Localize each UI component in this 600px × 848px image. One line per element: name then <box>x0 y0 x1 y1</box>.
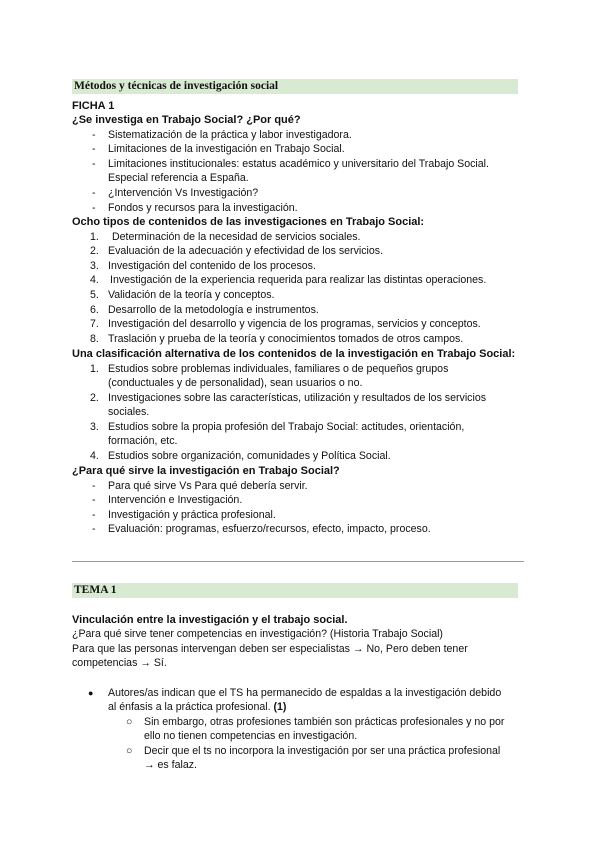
horizontal-divider <box>72 561 524 562</box>
answer-text-continuation: competencias → Sí. <box>72 657 167 669</box>
list-item: Para qué sirve Vs Para qué debería servir. <box>108 480 308 492</box>
sub-bullet-item: Sin embargo, otras profesiones también son prácticas profesionales y no por <box>144 716 505 728</box>
bullet-item-text: al énfasis a la práctica profesional. <box>108 701 271 713</box>
list-marker: 5. <box>90 289 99 301</box>
list-item-continuation: formación, etc. <box>108 435 178 447</box>
sub-bullet-item: Decir que el ts no incorpora la investigación por ser una práctica profesional <box>144 745 501 757</box>
section-heading: Vinculación entre la investigación y el trabajo social. <box>72 614 348 626</box>
list-marker: 1. <box>90 363 99 375</box>
ficha-label: FICHA 1 <box>72 100 115 112</box>
list-marker: - <box>92 143 96 155</box>
bullet-item-continuation <box>108 701 286 714</box>
list-marker: 2. <box>90 392 99 404</box>
list-item: Estudios sobre la propia profesión del Trabajo Social: actitudes, orientación, <box>108 421 465 433</box>
list-item: Evaluación de la adecuación y efectividad de los servicios. <box>108 245 384 257</box>
list-marker: - <box>92 480 96 492</box>
list-item: Evaluación: programas, esfuerzo/recursos, efecto, impacto, proceso. <box>108 523 431 535</box>
list-item: Intervención e Investigación. <box>108 494 243 506</box>
list-marker: - <box>92 202 96 214</box>
list-item: Investigación y práctica profesional. <box>108 509 276 521</box>
list-item: Investigación de la experiencia requerida para realizar las distintas operaciones. <box>110 274 487 286</box>
list-marker: - <box>92 158 96 170</box>
list-marker: 1. <box>90 231 99 243</box>
list-item: Desarrollo de la metodología e instrumentos. <box>108 304 319 316</box>
sub-bullet-marker: ○ <box>126 745 133 757</box>
list-marker: 4. <box>90 450 99 462</box>
list-marker: 2. <box>90 245 99 257</box>
list-marker: 3. <box>90 421 99 433</box>
list-marker: - <box>92 523 96 535</box>
list-item-continuation: sociales. <box>108 406 150 418</box>
list-marker: 7. <box>90 318 99 330</box>
section-title-highlight: Métodos y técnicas de investigación social <box>72 79 518 94</box>
list-item: Traslación y prueba de la teoría y conocimientos tomados de otros campos. <box>108 333 464 345</box>
list-marker: 4. <box>90 274 99 286</box>
list-item: Estudios sobre problemas individuales, familiares o de pequeños grupos <box>108 363 449 375</box>
question-text: ¿Para qué sirve tener competencias en investigación? (Historia Trabajo Social) <box>72 628 443 640</box>
list-marker: 8. <box>90 333 99 345</box>
list-item: Investigación del desarrollo y vigencia de los programas, servicios y conceptos. <box>108 318 481 330</box>
question-heading: Una clasificación alternativa de los contenidos de la investigación en Trabajo Social: <box>72 348 516 360</box>
list-item: Limitaciones institucionales: estatus académico y universitario del Trabajo Social. <box>108 158 489 170</box>
sub-bullet-item-continuation: ello no tienen competencias en investigación. <box>144 730 358 742</box>
answer-text: Para que las personas intervengan deben ser especialistas → No, Pero deben tener <box>72 643 468 655</box>
list-item: Fondos y recursos para la investigación. <box>108 202 298 214</box>
sub-bullet-item-continuation: → es falaz. <box>144 759 197 771</box>
question-heading: ¿Se investiga en Trabajo Social? ¿Por qué? <box>72 114 301 126</box>
list-item: Limitaciones de la investigación en Trabajo Social. <box>108 143 345 155</box>
list-marker: 3. <box>90 260 99 272</box>
list-item: ¿Intervención Vs Investigación? <box>108 187 259 199</box>
list-item: Validación de la teoría y conceptos. <box>108 289 275 301</box>
list-item: Investigaciones sobre las características, utilización y resultados de los servicios <box>108 392 487 404</box>
list-item: Estudios sobre organización, comunidades y Política Social. <box>108 450 391 462</box>
list-item: Determinación de la necesidad de servicios sociales. <box>112 231 361 243</box>
list-item: Sistematización de la práctica y labor investigadora. <box>108 129 352 141</box>
list-marker: - <box>92 509 96 521</box>
list-item-continuation: Especial referencia a España. <box>108 172 249 184</box>
bullet-marker: ● <box>88 688 94 698</box>
list-item: Investigación del contenido de los procesos. <box>108 260 316 272</box>
list-marker: - <box>92 187 96 199</box>
question-heading: ¿Para qué sirve la investigación en Trabajo Social? <box>72 465 340 477</box>
question-heading: Ocho tipos de contenidos de las investigaciones en Trabajo Social: <box>72 216 425 228</box>
bullet-item: Autores/as indican que el TS ha permanecido de espaldas a la investigación debido <box>108 687 502 699</box>
reference-mark: (1) <box>273 701 287 713</box>
sub-bullet-marker: ○ <box>126 716 133 728</box>
list-marker: 6. <box>90 304 99 316</box>
section-title-highlight: TEMA 1 <box>72 583 518 598</box>
list-item-continuation: (conductuales y de personalidad), sean usuarios o no. <box>108 377 363 389</box>
list-marker: - <box>92 129 96 141</box>
list-marker: - <box>92 494 96 506</box>
